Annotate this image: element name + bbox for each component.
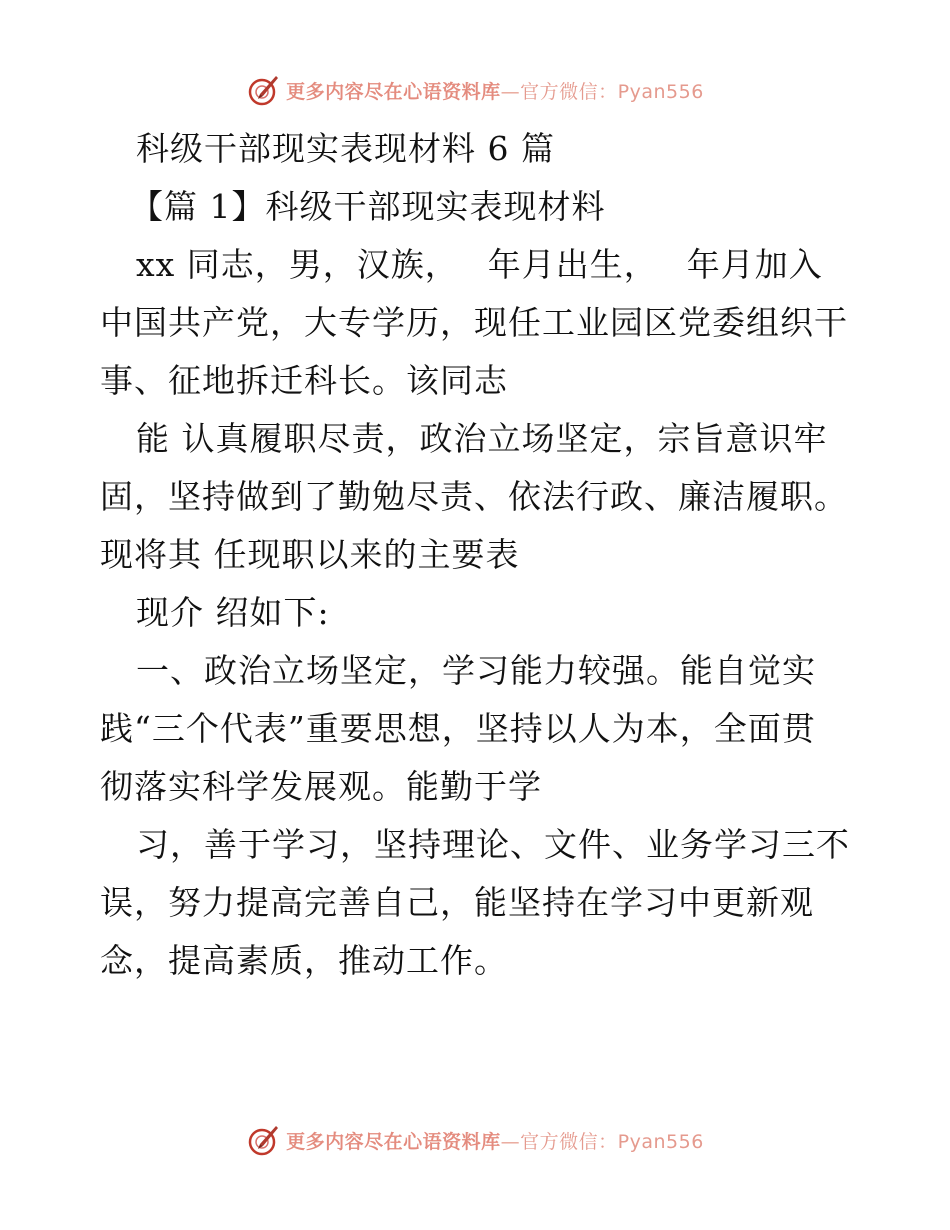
- watermark-separator: —: [500, 80, 521, 103]
- watermark-separator: —: [500, 1130, 521, 1153]
- quill-logo-icon: [246, 72, 282, 108]
- paragraph-line: xx 同志，男，汉族， 年月出生， 年月加入: [136, 245, 823, 284]
- header-watermark: [0, 70, 950, 110]
- watermark-contact-text: 官方微信：Pyan556: [520, 1130, 704, 1153]
- paragraph-line: 能 认真履职尽责，政治立场坚定，宗旨意识牢: [136, 419, 828, 458]
- paragraph-line: 习，善于学习，坚持理论、文件、业务学习三不: [136, 825, 850, 864]
- paragraph-line: 一、政治立场坚定，学习能力较强。能自觉实: [136, 651, 816, 690]
- paragraph-line: 彻落实科学发展观。能勤于学: [100, 767, 542, 806]
- section-heading: 【篇 1】科级干部现实表现材料: [130, 187, 606, 226]
- quill-logo-icon: [246, 1122, 282, 1158]
- paragraph-line: 事、征地拆迁科长。该同志: [100, 361, 508, 400]
- paragraph-line: 现将其 任现职以来的主要表: [100, 535, 520, 574]
- paragraph-line: 践“三个代表”重要思想，坚持以人为本，全面贯: [100, 709, 816, 748]
- document-body: [100, 120, 860, 990]
- paragraph-line: 现介 绍如下:: [136, 593, 330, 632]
- watermark-contact-text: 官方微信：Pyan556: [520, 80, 704, 103]
- watermark-main-text: 更多内容尽在心语资料库: [286, 80, 501, 103]
- watermark-main-text: 更多内容尽在心语资料库: [286, 1130, 501, 1153]
- paragraph-line: 中国共产党，大专学历，现任工业园区党委组织干: [100, 303, 848, 342]
- paragraph-line: 念，提高素质，推动工作。: [100, 941, 508, 980]
- paragraph-line: 固，坚持做到了勤勉尽责、依法行政、廉洁履职。: [100, 477, 848, 516]
- paragraph-line: 误，努力提高完善自己，能坚持在学习中更新观: [100, 883, 814, 922]
- document-title: 科级干部现实表现材料 6 篇: [136, 129, 555, 168]
- footer-watermark: [0, 1120, 950, 1160]
